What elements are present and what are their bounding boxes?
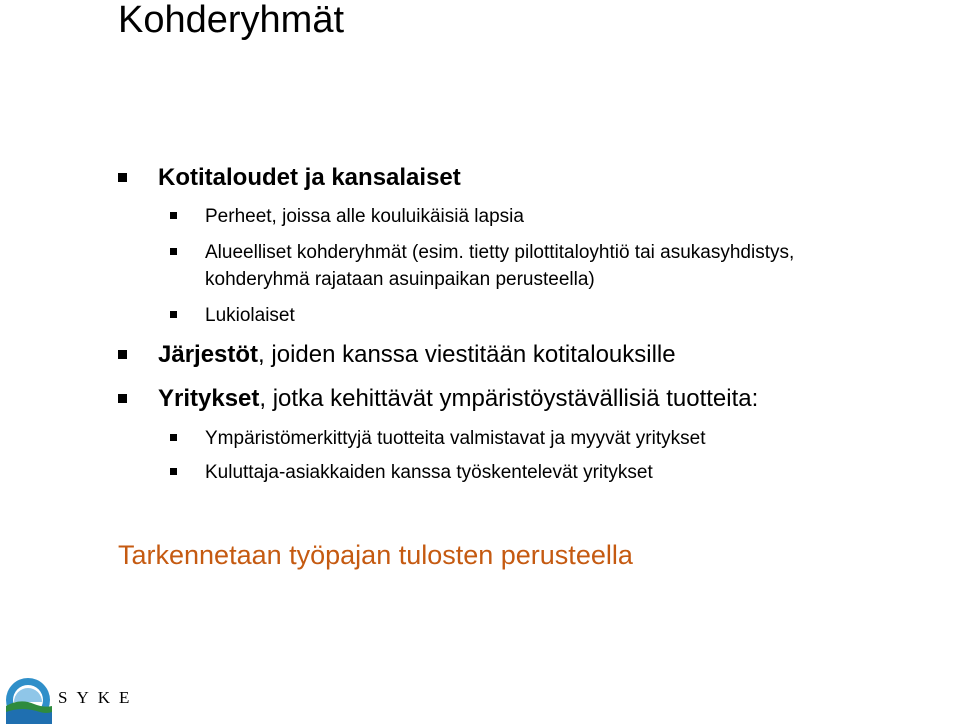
bullet-label: Kotitaloudet ja kansalaiset — [158, 164, 461, 191]
sub-bullet-label: Ympäristömerkittyjä tuotteita valmistavat ja myyvät yritykset — [205, 428, 706, 449]
sub-bullet-continuation: kohderyhmä rajataan asuinpaikan perusteella) — [205, 269, 595, 290]
slide-title: Kohderyhmät — [118, 0, 345, 41]
bullet-label-rest: , joiden kanssa viestitään kotitalouksille — [258, 341, 676, 368]
bullet-label-rest: , jotka kehittävät ympäristöystävällisiä tuotteita: — [259, 385, 759, 412]
square-bullet-icon — [170, 248, 177, 255]
square-bullet-icon — [170, 468, 177, 475]
square-bullet-icon — [170, 434, 177, 441]
bullet-label-bold: Yritykset — [158, 385, 260, 412]
bullet-label — [158, 341, 676, 369]
square-bullet-icon — [170, 311, 177, 318]
footer-note: Tarkennetaan työpajan tulosten perusteella — [118, 540, 633, 570]
bullet-label — [158, 385, 758, 413]
sub-bullet-label: Kuluttaja-asiakkaiden kanssa työskentelevät yritykset — [205, 462, 653, 483]
logo-wordmark: SYKE — [58, 688, 139, 707]
square-bullet-icon — [118, 350, 127, 359]
sub-bullet-label: Lukiolaiset — [205, 305, 295, 326]
square-bullet-icon — [118, 173, 127, 182]
square-bullet-icon — [118, 394, 127, 403]
sub-bullet-label: Alueelliset kohderyhmät (esim. tietty pilottitaloyhtiö tai asukasyhdistys, — [205, 242, 795, 263]
square-bullet-icon — [170, 212, 177, 219]
sub-bullet-label: Perheet, joissa alle kouluikäisiä lapsia — [205, 206, 524, 227]
bullet-label-bold: Järjestöt — [158, 341, 259, 368]
